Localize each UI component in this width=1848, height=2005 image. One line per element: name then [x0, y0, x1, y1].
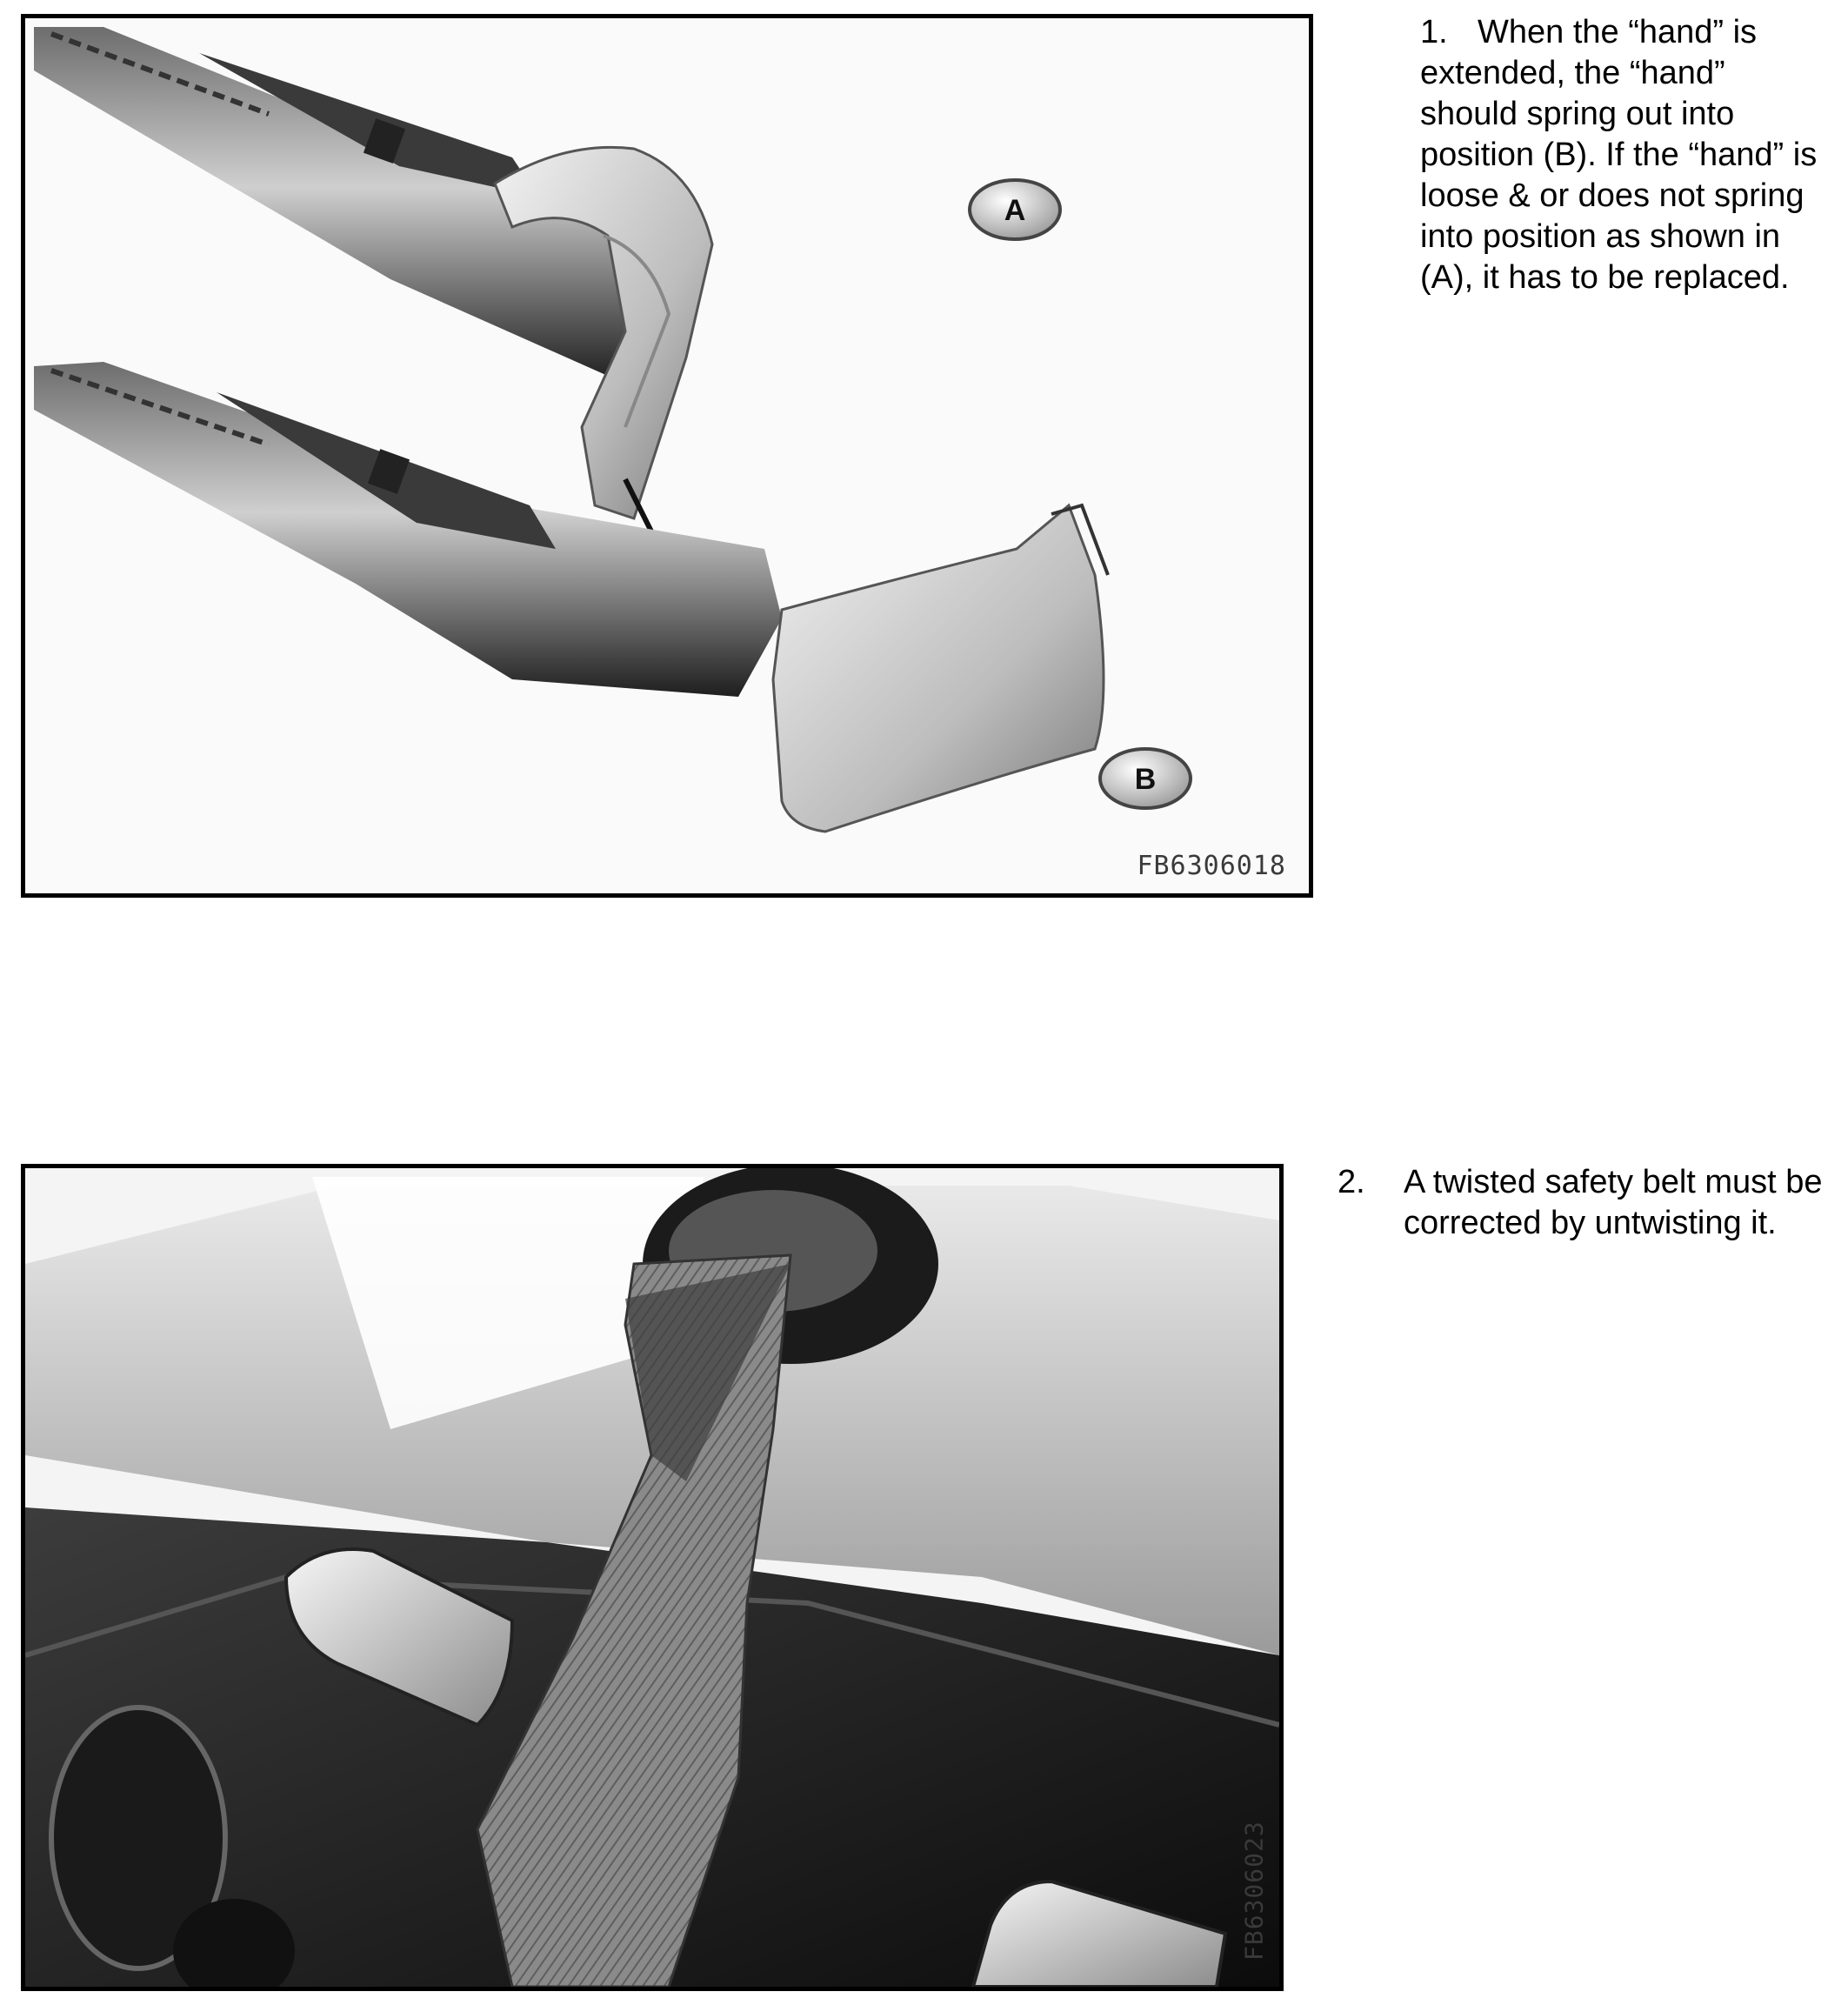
- figure2-code: FB6306023: [1240, 1821, 1269, 1961]
- step-1: [1420, 12, 1829, 298]
- figure-belt-hand-positions: [21, 14, 1313, 898]
- step-1-number: 1.: [1420, 14, 1448, 50]
- step-2: [1338, 1162, 1848, 1244]
- step-2-text: A twisted safety belt must be corrected by untwisting it.: [1404, 1164, 1823, 1241]
- step-2-number: 2.: [1338, 1164, 1365, 1200]
- step-1-text: When the “hand” is extended, the “hand” should spring out into position (B). If the “hand” is loose & or does not spring into position as shown in (A), it has to be replaced.: [1420, 14, 1818, 296]
- twisted-belt-photo: [25, 1168, 1279, 1987]
- callout-a: [970, 180, 1060, 239]
- callout-b-label: B: [1134, 763, 1157, 796]
- callout-b: [1100, 749, 1191, 808]
- callout-a-label: A: [1004, 194, 1026, 227]
- belt-hand-illustration: [25, 18, 1309, 893]
- figure-twisted-belt: [21, 1164, 1284, 1991]
- figure1-code: FB6306018: [1137, 851, 1286, 881]
